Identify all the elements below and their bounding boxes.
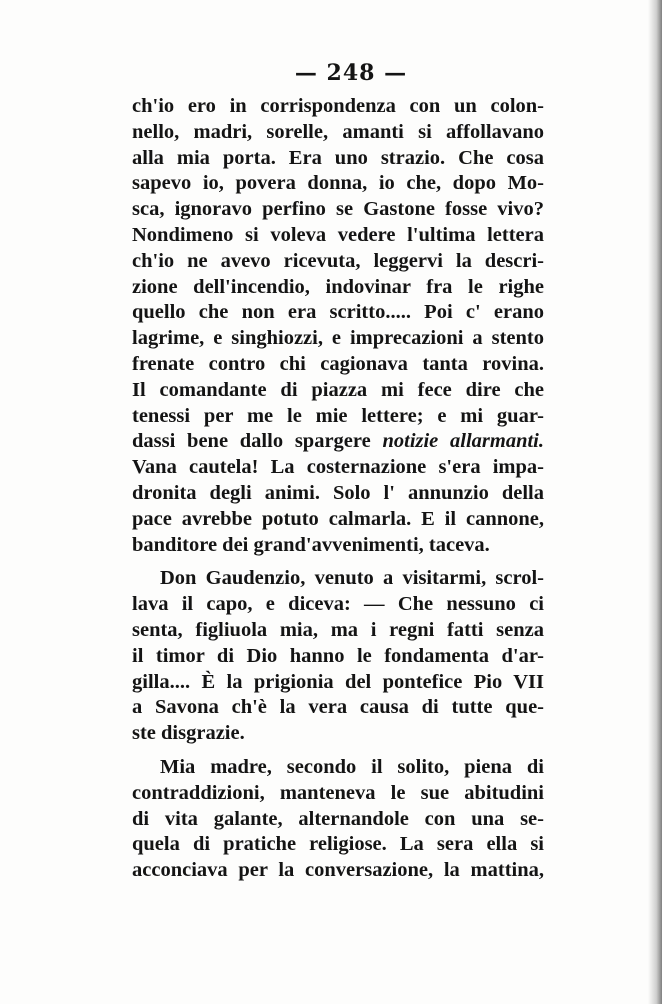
text-line: acconciava per la conversazione, la mattina,	[132, 859, 544, 882]
text-line: a Savona ch'è la vera causa di tutte que-	[132, 696, 544, 719]
text-line: contraddizioni, manteneva le sue abitudini	[132, 781, 544, 804]
text-line: Vana cautela! La costernazione s'era impa-	[132, 456, 544, 479]
text-line: Il comandante di piazza mi fece dire che	[132, 378, 544, 401]
text-line: banditore dei grand'avvenimenti, taceva.	[132, 533, 490, 556]
text-line: lagrime, e singhiozzi, e imprecazioni a stento	[132, 327, 544, 350]
text-line: Mia madre, secondo il solito, piena di	[160, 755, 544, 778]
text-line: ch'io ero in corrispondenza con un colon-	[132, 95, 544, 117]
text-line: gilla.... È la prigionia del pontefice Pio VII	[132, 670, 544, 693]
text-line: quela di pratiche religiose. La sera ella si	[132, 833, 544, 856]
text-line: ste disgrazie.	[132, 722, 245, 745]
paragraph-1	[132, 94, 544, 558]
text-line: sapevo io, povera donna, io che, dopo Mo-	[132, 172, 544, 195]
text-line: quello che non era scritto..... Poi c' erano	[132, 301, 544, 324]
text-line: nello, madri, sorelle, amanti si affollavano	[132, 120, 544, 143]
text-segment: dassi bene dallo spargere	[132, 430, 383, 453]
text-line: Don Gaudenzio, venuto a visitarmi, scrol-	[160, 567, 544, 590]
text-line: frenate contro chi cagionava tanta rovina.	[132, 352, 544, 375]
page-edge-shadow	[648, 0, 662, 1004]
text-line: dronita degli animi. Solo l' annunzio della	[132, 481, 544, 504]
text-line: senta, figliuola mia, ma i regni fatti senza	[132, 618, 544, 641]
text-line: lava il capo, e diceva: — Che nessuno ci	[132, 593, 544, 616]
text-line: pace avrebbe potuto calmarla. E il cannone,	[132, 507, 544, 530]
text-line: Nondimeno si voleva vedere l'ultima lettera	[132, 223, 544, 246]
text-line: alla mia porta. Era uno strazio. Che cosa	[132, 146, 544, 169]
italic-phrase: notizie allarmanti.	[382, 430, 545, 453]
paragraph-3	[132, 755, 544, 884]
page-number: — 248 —	[294, 60, 408, 86]
text-line: tenessi per me le mie lettere; e mi guar-	[132, 404, 544, 427]
paragraph-2	[132, 566, 544, 747]
text-line: ch'io ne avevo ricevuta, leggervi la descri-	[132, 249, 544, 272]
text-line: zione dell'incendio, indovinar fra le righe	[132, 275, 544, 298]
text-line-with-italic	[132, 429, 544, 455]
text-line: il timor di Dio hanno le fondamenta d'ar-	[132, 644, 544, 667]
text-line: sca, ignoravo perfino se Gastone fosse vivo?	[132, 198, 544, 221]
page-body	[132, 94, 544, 884]
text-line: di vita galante, alternandole con una se-	[132, 807, 544, 830]
